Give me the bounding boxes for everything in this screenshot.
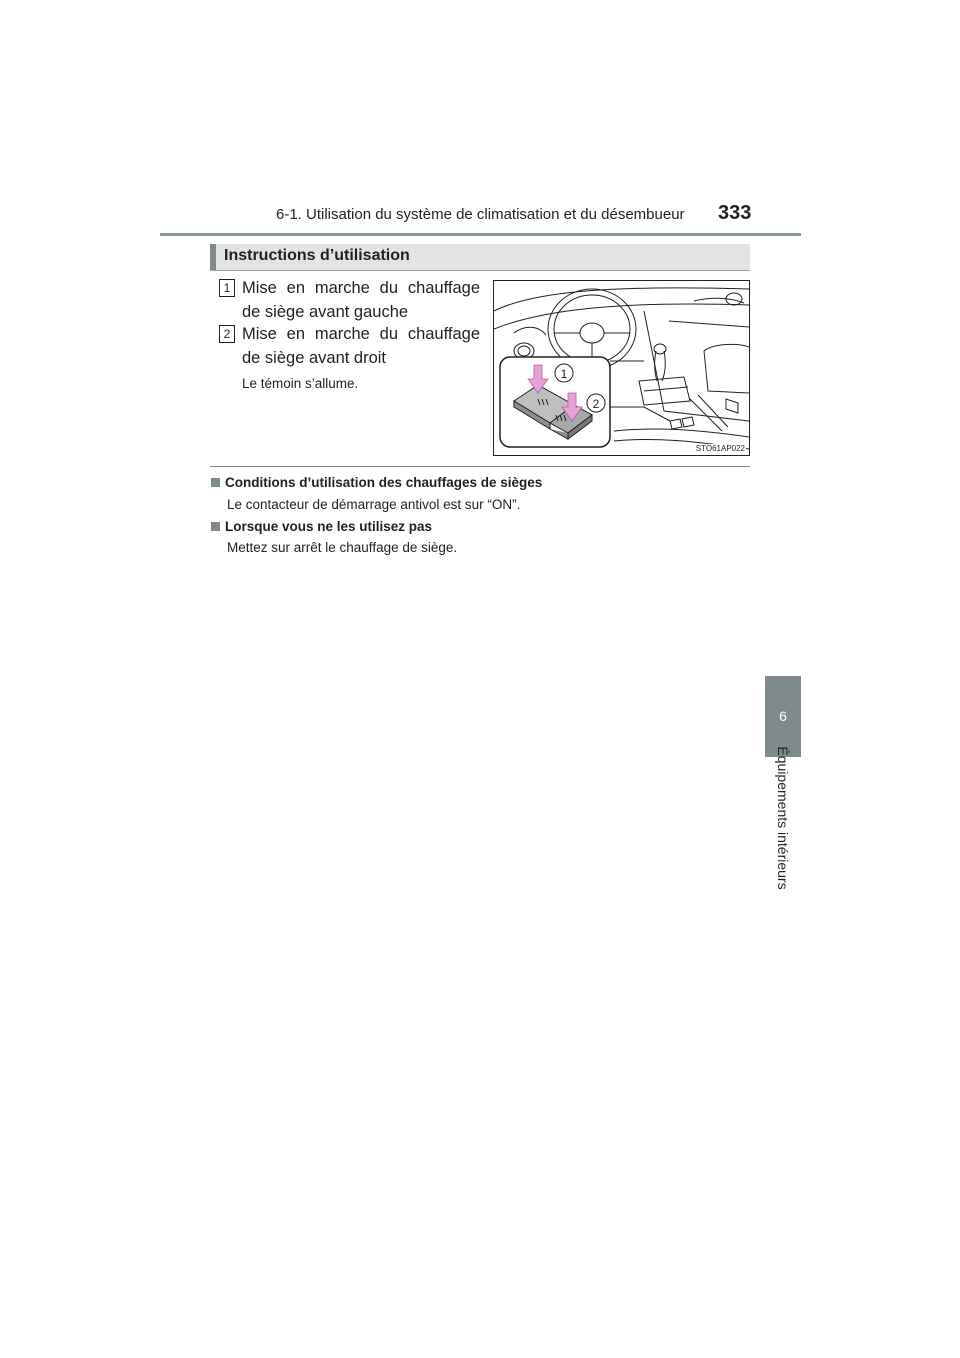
section-accent: [210, 244, 216, 270]
condition-heading-2-text: Lorsque vous ne les utilisez pas: [225, 519, 433, 534]
section-heading-bar: [210, 244, 750, 271]
dashboard-drawing: [494, 281, 749, 455]
condition-body-2: Mettez sur arrêt le chauffage de siège.: [227, 540, 458, 555]
section-bottom-rule: [210, 466, 750, 467]
callout-1: 1: [560, 367, 568, 381]
chapter-tab: 6: [765, 676, 801, 757]
seat-heater-illustration: [493, 280, 750, 456]
illustration-code: STO61AP022: [695, 444, 745, 453]
callout-2: 2: [592, 397, 600, 411]
condition-heading-1: [211, 475, 542, 490]
step-1-text: Mise en marche du chauffage de siège avant gauche: [242, 279, 480, 321]
condition-body-1: Le contacteur de démarrage antivol est sur “ON”.: [227, 497, 521, 512]
step-number-1: 1: [219, 279, 235, 297]
condition-heading-2: [211, 519, 432, 534]
indicator-note: Le témoin s’allume.: [242, 376, 359, 391]
header-rule: [160, 233, 801, 236]
step-2-text: Mise en marche du chauffage de siège avant droit: [242, 325, 480, 367]
section-title: Instructions d’utilisation: [224, 247, 410, 264]
bullet-square-icon: [211, 478, 220, 487]
page-number: 333: [718, 202, 752, 224]
chapter-header: 6-1. Utilisation du système de climatisation et du désembueur: [276, 206, 685, 223]
condition-heading-1-text: Conditions d’utilisation des chauffages de sièges: [225, 475, 543, 490]
bullet-square-icon: [211, 522, 220, 531]
step-number-2: 2: [219, 325, 235, 343]
chapter-tab-label: Équipements intérieurs: [775, 746, 791, 890]
